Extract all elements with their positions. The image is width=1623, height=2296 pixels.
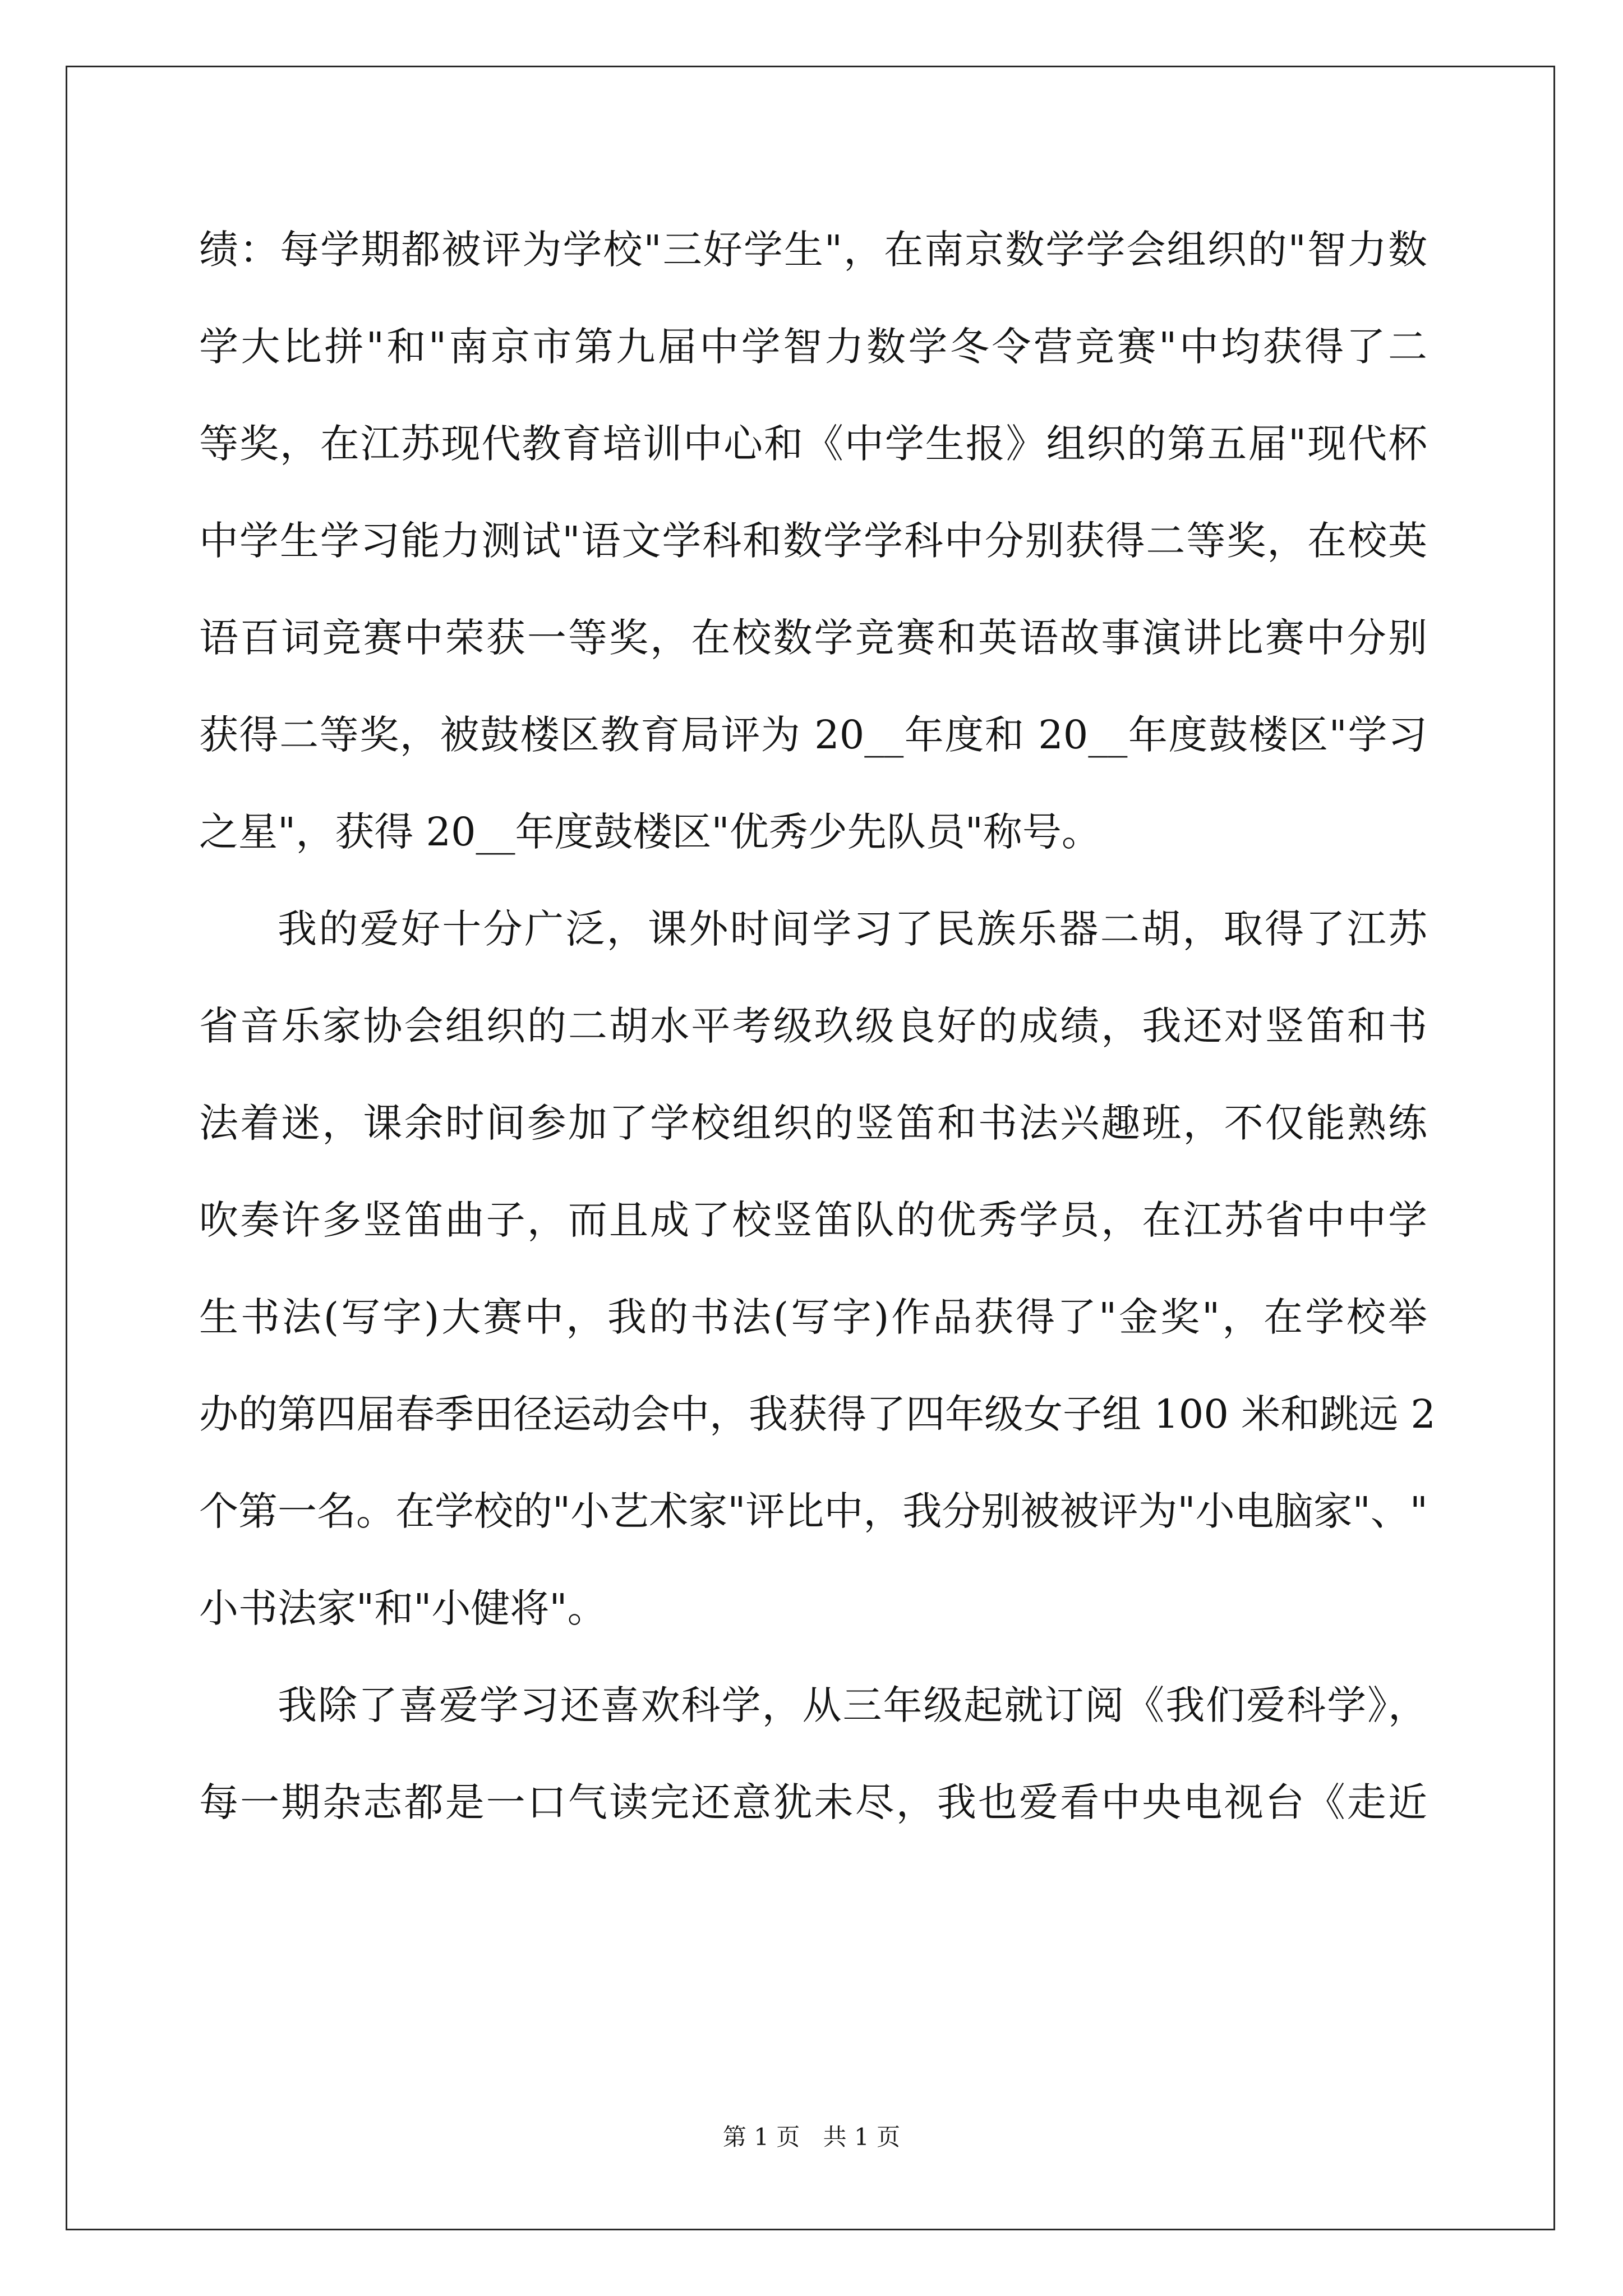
text-line: 办的第四届春季田径运动会中，我获得了四年级女子组 100 米和跳远 2: [199, 1391, 1436, 1437]
text-line: 中学生学习能力测试"语文学科和数学学科中分别获得二等奖，在校英: [199, 518, 1427, 564]
text-line: 法着迷，课余时间参加了学校组织的竖笛和书法兴趣班，不仅能熟练: [199, 1100, 1427, 1146]
text-line: 生书法(写字)大赛中，我的书法(写字)作品获得了"金奖"，在学校举: [199, 1294, 1427, 1340]
text-line: 之星"，获得 20__年度鼓楼区"优秀少先队员"称号。: [199, 809, 1101, 855]
text-line: 绩：每学期都被评为学校"三好学生"，在南京数学学会组织的"智力数: [199, 227, 1427, 273]
page-total: 共 1 页: [823, 2123, 901, 2151]
text-line: 吹奏许多竖笛曲子，而且成了校竖笛队的优秀学员，在江苏省中中学: [199, 1197, 1427, 1243]
page-footer: [0, 2123, 1623, 2151]
text-line: 等奖，在江苏现代教育培训中心和《中学生报》组织的第五届"现代杯: [199, 421, 1427, 467]
text-line: 获得二等奖，被鼓楼区教育局评为 20__年度和 20__年度鼓楼区"学习: [199, 712, 1427, 758]
text-line: 我除了喜爱学习还喜欢科学，从三年级起就订阅《我们爱科学》，: [278, 1682, 1427, 1728]
text-line: 每一期杂志都是一口气读完还意犹未尽，我也爱看中央电视台《走近: [199, 1779, 1427, 1825]
text-line: 个第一名。在学校的"小艺术家"评比中，我分别被被评为"小电脑家"、": [199, 1488, 1428, 1534]
text-line: 省音乐家协会组织的二胡水平考级玖级良好的成绩，我还对竖笛和书: [199, 1003, 1427, 1049]
page-number: 第 1 页: [722, 2123, 800, 2151]
text-line: 学大比拼"和"南京市第九届中学智力数学冬令营竞赛"中均获得了二: [199, 324, 1427, 370]
document-body: [199, 208, 1436, 1857]
text-line: 小书法家"和"小健将"。: [199, 1585, 607, 1631]
text-line: 我的爱好十分广泛，课外时间学习了民族乐器二胡，取得了江苏: [278, 906, 1427, 952]
text-line: 语百词竞赛中荣获一等奖，在校数学竞赛和英语故事演讲比赛中分别: [199, 615, 1427, 661]
